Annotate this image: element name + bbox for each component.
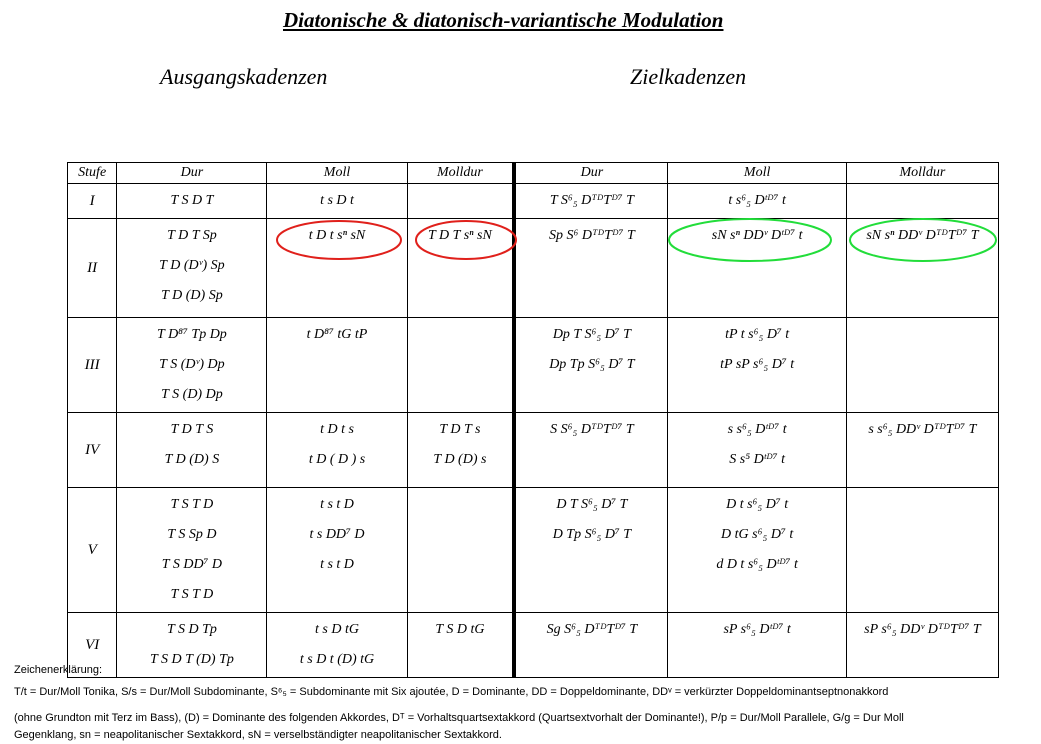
- cell-moll-target: [668, 413, 846, 488]
- cell-molldur-source: [407, 219, 514, 318]
- stufe-cell: I: [68, 184, 117, 219]
- header-moll-target: Moll: [668, 163, 846, 184]
- cell-dur-target: [514, 318, 668, 413]
- cadence-line: T D⁸⁷ Tp Dp: [157, 327, 227, 342]
- modulation-table: [67, 162, 999, 678]
- cadence-line: D T S⁶₅ D⁷ T: [556, 497, 628, 512]
- cadence-line: T S D T (D) Tp: [149, 652, 234, 667]
- cell-moll-target: [668, 318, 846, 413]
- cadence-line: T S (Dᵛ) Dp: [159, 357, 225, 372]
- stufe-cell: V: [68, 488, 117, 613]
- cell-molldur-target: [846, 413, 998, 488]
- cadence-line: tP sP s⁶₅ D⁷ t: [720, 357, 795, 372]
- header-stufe: Stufe: [68, 163, 117, 184]
- cadence-line: T D (Dᵛ) Sp: [159, 258, 225, 273]
- table-row: [68, 184, 999, 219]
- cadence-line: sP s⁶₅ DDᵛ DᵀᴰTᴰ⁷ T: [864, 622, 981, 637]
- stufe-cell: VI: [68, 613, 117, 678]
- cell-molldur-target: [846, 318, 998, 413]
- cadence-line: S s⁵ Dᵗᴰ⁷ t: [729, 452, 785, 467]
- cadence-line: t D⁸⁷ tG tP: [306, 327, 368, 342]
- cadence-line: s s⁶₅ Dᵗᴰ⁷ t: [727, 422, 787, 437]
- cadence-line: D t s⁶₅ D⁷ t: [726, 497, 789, 512]
- cadence-line: T S T D: [170, 497, 214, 512]
- header-molldur-source: Molldur: [407, 163, 514, 184]
- cadence-line: T S D T: [170, 193, 214, 208]
- cell-dur-target: [514, 184, 668, 219]
- cell-dur-target: [514, 219, 668, 318]
- cadence-line: Sp S⁶ DᵀᴰTᴰ⁷ T: [549, 228, 635, 243]
- cell-moll-target: [668, 184, 846, 219]
- cell-moll-source: [267, 488, 407, 613]
- cadence-line: T D (D) S: [164, 452, 220, 467]
- cell-dur-target: [514, 613, 668, 678]
- legend-line-3: Gegenklang, sn = neapolitanischer Sextakkord, sN = verselbständigter neapolitanischer Sextakkord.: [14, 729, 502, 741]
- cell-molldur-target: [846, 613, 998, 678]
- table-row: [68, 318, 999, 413]
- table-row: [68, 413, 999, 488]
- table-row: [68, 613, 999, 678]
- cell-moll-source: [267, 219, 407, 318]
- cadence-line: sN sⁿ DDᵛ DᵀᴰTᴰ⁷ T: [866, 228, 979, 243]
- cadence-line: sN sⁿ DDᵛ Dᵗᴰ⁷ t: [711, 228, 803, 243]
- cell-molldur-target: [846, 184, 998, 219]
- cadence-line: sP s⁶₅ Dᵗᴰ⁷ t: [723, 622, 791, 637]
- cadence-line: T D (D) Sp: [161, 288, 223, 303]
- cadence-line: t s D t: [320, 193, 354, 208]
- cadence-line: Dp Tp S⁶₅ D⁷ T: [549, 357, 635, 372]
- cell-dur-source: [117, 413, 267, 488]
- cell-moll-target: [668, 613, 846, 678]
- header-dur-source: Dur: [117, 163, 267, 184]
- table-row: [68, 219, 999, 318]
- cadence-line: t s DD⁷ D: [309, 527, 365, 542]
- cell-moll-target: [668, 219, 846, 318]
- cell-moll-target: [668, 488, 846, 613]
- cell-molldur-source: [407, 318, 514, 413]
- cadence-line: t s t D: [320, 497, 354, 512]
- header-moll-source: Moll: [267, 163, 407, 184]
- cadence-line: t s t D: [320, 557, 354, 572]
- cell-molldur-source: [407, 488, 514, 613]
- cell-moll-source: [267, 413, 407, 488]
- cell-moll-source: [267, 184, 407, 219]
- cell-moll-source: [267, 613, 407, 678]
- cell-dur-source: [117, 318, 267, 413]
- cadence-line: T S DD⁷ D: [161, 557, 223, 572]
- cell-dur-source: [117, 613, 267, 678]
- stufe-cell: IV: [68, 413, 117, 488]
- page-title: Diatonische & diatonisch-variantische Modulation: [283, 8, 724, 32]
- cell-dur-source: [117, 219, 267, 318]
- cadence-line: t D t sⁿ sN: [308, 228, 366, 243]
- cadence-line: d D t s⁶₅ Dᵗᴰ⁷ t: [716, 557, 798, 572]
- cadence-line: t s D t (D) tG: [299, 652, 375, 667]
- cadence-line: T D T s: [439, 422, 481, 437]
- cadence-line: T D T Sp: [167, 228, 217, 243]
- stufe-cell: II: [68, 219, 117, 318]
- cell-dur-target: [514, 413, 668, 488]
- table-header-row: [68, 163, 999, 184]
- cadence-line: s s⁶₅ DDᵛ DᵀᴰTᴰ⁷ T: [868, 422, 977, 437]
- header-molldur-target: Molldur: [846, 163, 998, 184]
- cadence-line: t s D tG: [315, 622, 359, 637]
- cadence-line: D Tp S⁶₅ D⁷ T: [552, 527, 632, 542]
- cadence-line: t D t s: [320, 422, 354, 437]
- stufe-cell: III: [68, 318, 117, 413]
- cadence-line: T S Sp D: [167, 527, 217, 542]
- cadence-line: T S⁶₅ DᵀᴰTᴰ⁷ T: [549, 193, 634, 208]
- heading-zielkadenzen: Zielkadenzen: [630, 64, 747, 89]
- cell-molldur-source: [407, 184, 514, 219]
- cell-dur-source: [117, 488, 267, 613]
- cadence-line: T S (D) Dp: [161, 387, 223, 402]
- cell-molldur-target: [846, 488, 998, 613]
- cadence-line: t s⁶₅ Dᵗᴰ⁷ t: [728, 193, 786, 208]
- legend-heading: Zeichenerklärung:: [14, 664, 103, 676]
- legend-line-1: T/t = Dur/Moll Tonika, S/s = Dur/Moll Subdominante, S⁶₅ = Subdominante mit Six ajoutée, D = Dominante, DD = Doppeldominante, DDᵛ = verkürzter Doppeldominantseptnonakkord: [14, 686, 889, 698]
- cadence-line: T S T D: [170, 587, 214, 602]
- cadence-line: tP t s⁶₅ D⁷ t: [725, 327, 790, 342]
- cell-dur-target: [514, 488, 668, 613]
- cadence-line: S S⁶₅ DᵀᴰTᴰ⁷ T: [550, 422, 634, 437]
- cell-molldur-source: [407, 413, 514, 488]
- legend-line-2: (ohne Grundton mit Terz im Bass), (D) = Dominante des folgenden Akkordes, Dᵀ = Vorhaltsquartsextakkord (Quartsextvorhalt der Dominante!), P/p = Dur/Moll Parallele, G/g = Dur Moll: [14, 712, 904, 724]
- cell-moll-source: [267, 318, 407, 413]
- cell-molldur-source: [407, 613, 514, 678]
- cadence-line: t D ( D ) s: [308, 452, 366, 467]
- cadence-line: T D T sⁿ sN: [428, 228, 492, 243]
- cadence-line: T D (D) s: [433, 452, 487, 467]
- cadence-line: Dp T S⁶₅ D⁷ T: [552, 327, 631, 342]
- cadence-line: Sg S⁶₅ DᵀᴰTᴰ⁷ T: [546, 622, 638, 637]
- cell-dur-source: [117, 184, 267, 219]
- table-row: [68, 488, 999, 613]
- header-dur-target: Dur: [514, 163, 668, 184]
- heading-ausgangskadenzen: Ausgangskadenzen: [160, 64, 328, 89]
- cell-molldur-target: [846, 219, 998, 318]
- cadence-line: T S D tG: [435, 622, 485, 637]
- cadence-line: T D T S: [170, 422, 214, 437]
- cadence-line: D tG s⁶₅ D⁷ t: [721, 527, 794, 542]
- cadence-line: T S D Tp: [166, 622, 217, 637]
